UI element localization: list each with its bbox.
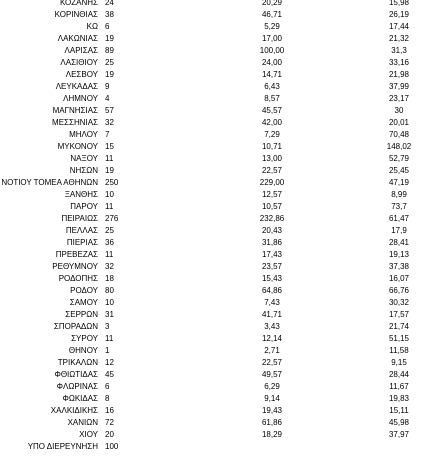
regional-unit-cell: ΠΕΛΛΑΣ bbox=[65, 226, 98, 235]
average-cell: 18,29 bbox=[261, 430, 283, 439]
cases-cell: 25 bbox=[105, 226, 114, 235]
rate-cell: 8,99 bbox=[391, 190, 407, 199]
average-cell: 6,29 bbox=[264, 382, 280, 391]
rate-cell: 31,3 bbox=[391, 46, 407, 55]
average-cell: 20,29 bbox=[261, 0, 283, 7]
cases-cell: 276 bbox=[105, 214, 119, 223]
regional-unit-cell: ΚΩ bbox=[86, 22, 98, 31]
average-cell: 12,14 bbox=[261, 334, 283, 343]
average-cell: 20,43 bbox=[261, 226, 283, 235]
rate-cell: 25,45 bbox=[388, 166, 410, 175]
regional-unit-cell: ΚΟΖΑΝΗΣ bbox=[59, 0, 98, 7]
table-row bbox=[0, 177, 435, 189]
cases-cell: 11 bbox=[105, 154, 114, 163]
table-row bbox=[0, 393, 435, 405]
average-cell: 229,00 bbox=[259, 178, 285, 187]
table-row bbox=[0, 441, 435, 453]
regional-unit-cell: ΝΟΤΙΟΥ ΤΟΜΕΑ ΑΘΗΝΩΝ bbox=[1, 178, 98, 187]
table-row bbox=[0, 129, 435, 141]
regional-unit-cell: ΞΑΝΘΗΣ bbox=[64, 190, 98, 199]
average-cell: 46,71 bbox=[261, 10, 283, 19]
rate-cell: 73,7 bbox=[391, 202, 407, 211]
rate-cell: 28,41 bbox=[388, 238, 410, 247]
average-cell: 19,43 bbox=[261, 406, 283, 415]
table-row bbox=[0, 189, 435, 201]
average-cell: 31,86 bbox=[261, 238, 283, 247]
regional-unit-cell: ΚΟΡΙΝΘΙΑΣ bbox=[54, 10, 98, 19]
cases-cell: 100 bbox=[105, 442, 119, 451]
table-row bbox=[0, 405, 435, 417]
rate-cell: 15,11 bbox=[389, 406, 409, 415]
cases-cell: 16 bbox=[105, 406, 114, 415]
table-row bbox=[0, 9, 435, 21]
regional-unit-cell: ΡΕΘΥΜΝΟΥ bbox=[52, 262, 98, 271]
regional-unit-cell: ΠΡΕΒΕΖΑΣ bbox=[55, 250, 98, 259]
regional-unit-cell: ΧΑΝΙΩΝ bbox=[67, 418, 98, 427]
average-cell: 5,29 bbox=[264, 22, 280, 31]
regional-unit-cell: ΤΡΙΚΑΛΩΝ bbox=[57, 358, 98, 367]
regional-unit-cell: ΛΕΣΒΟΥ bbox=[65, 70, 98, 79]
rate-cell bbox=[333, 441, 435, 453]
rate-cell: 17,57 bbox=[388, 310, 410, 319]
table-row bbox=[0, 237, 435, 249]
table-row bbox=[0, 417, 435, 429]
table-row bbox=[0, 249, 435, 261]
cases-cell: 1 bbox=[105, 346, 110, 355]
rate-cell: 45,98 bbox=[388, 418, 410, 427]
average-cell: 100,00 bbox=[259, 46, 285, 55]
cases-cell: 7 bbox=[105, 130, 110, 139]
cases-cell: 20 bbox=[105, 430, 114, 439]
cases-cell: 57 bbox=[105, 106, 114, 115]
cases-cell: 4 bbox=[105, 94, 110, 103]
table-row bbox=[0, 33, 435, 45]
cases-cell: 25 bbox=[105, 58, 114, 67]
table-row bbox=[0, 117, 435, 129]
cases-cell: 45 bbox=[105, 370, 114, 379]
regional-unit-cell: ΠΕΙΡΑΙΩΣ bbox=[61, 214, 98, 223]
average-cell: 49,57 bbox=[261, 370, 283, 379]
rate-cell: 19,13 bbox=[388, 250, 410, 259]
cases-cell: 80 bbox=[105, 286, 114, 295]
table-row bbox=[0, 69, 435, 81]
average-cell: 7,43 bbox=[264, 298, 280, 307]
table-row bbox=[0, 261, 435, 273]
rate-cell: 21,98 bbox=[388, 70, 410, 79]
table-row bbox=[0, 321, 435, 333]
average-cell: 6,43 bbox=[264, 82, 280, 91]
average-cell: 9,14 bbox=[264, 394, 280, 403]
average-cell: 17,43 bbox=[261, 250, 283, 259]
rate-cell: 28,44 bbox=[388, 370, 410, 379]
table-row bbox=[0, 429, 435, 441]
average-cell: 45,57 bbox=[261, 106, 283, 115]
cases-cell: 24 bbox=[105, 0, 114, 7]
regional-unit-cell: ΜΑΓΝΗΣΙΑΣ bbox=[52, 106, 98, 115]
regional-unit-cell: ΠΑΡΟΥ bbox=[70, 202, 98, 211]
table-row bbox=[0, 105, 435, 117]
cases-cell: 10 bbox=[105, 190, 114, 199]
cases-cell: 6 bbox=[105, 382, 110, 391]
cases-cell: 11 bbox=[105, 334, 114, 343]
cases-cell: 10 bbox=[105, 298, 114, 307]
cases-cell: 89 bbox=[105, 46, 114, 55]
regional-unit-cell: ΘΗΝΟΥ bbox=[68, 346, 98, 355]
average-cell: 2,71 bbox=[264, 346, 280, 355]
regional-unit-cell: ΦΘΙΩΤΙΔΑΣ bbox=[54, 370, 98, 379]
cases-cell: 3 bbox=[105, 322, 110, 331]
regional-unit-cell: ΠΙΕΡΙΑΣ bbox=[66, 238, 98, 247]
average-cell: 12,57 bbox=[261, 190, 283, 199]
regional-unit-cell: ΜΥΚΟΝΟΥ bbox=[57, 142, 98, 151]
rate-cell: 47,19 bbox=[388, 178, 410, 187]
table-row bbox=[0, 141, 435, 153]
table-row bbox=[0, 21, 435, 33]
regional-unit-cell: ΝΑΞΟΥ bbox=[70, 154, 98, 163]
table-row bbox=[0, 381, 435, 393]
regional-unit-cell: ΡΟΔΟΥ bbox=[70, 286, 98, 295]
rate-cell: 15,98 bbox=[388, 0, 410, 7]
rate-cell: 17,44 bbox=[388, 22, 410, 31]
rate-cell: 11,58 bbox=[389, 346, 409, 355]
cases-cell: 12 bbox=[105, 358, 114, 367]
average-cell: 7,29 bbox=[264, 130, 280, 139]
rate-cell: 11,67 bbox=[389, 382, 409, 391]
cases-cell: 19 bbox=[105, 34, 114, 43]
rate-cell: 23,17 bbox=[388, 94, 410, 103]
cases-cell: 250 bbox=[105, 178, 119, 187]
regional-unit-cell: ΥΠΟ ΔΙΕΡΕΥΝΗΣΗ bbox=[27, 442, 98, 451]
average-cell: 23,57 bbox=[261, 262, 283, 271]
average-cell: 232,86 bbox=[259, 214, 285, 223]
regional-unit-cell: ΡΟΔΟΠΗΣ bbox=[58, 274, 98, 283]
cases-cell: 72 bbox=[105, 418, 114, 427]
rate-cell: 61,47 bbox=[388, 214, 410, 223]
average-cell: 10,57 bbox=[261, 202, 283, 211]
average-cell: 61,86 bbox=[261, 418, 283, 427]
regional-unit-cell: ΛΑΚΩΝΙΑΣ bbox=[57, 34, 98, 43]
table-row bbox=[0, 333, 435, 345]
table-row bbox=[0, 153, 435, 165]
table-row bbox=[0, 45, 435, 57]
rate-cell: 19,83 bbox=[388, 394, 410, 403]
rate-cell: 33,16 bbox=[388, 58, 410, 67]
cases-cell: 8 bbox=[105, 394, 110, 403]
cases-cell: 6 bbox=[105, 22, 110, 31]
table-row bbox=[0, 345, 435, 357]
regional-unit-cell: ΣΠΟΡΑΔΩΝ bbox=[53, 322, 98, 331]
average-cell: 10,71 bbox=[261, 142, 283, 151]
average-cell: 14,71 bbox=[261, 70, 283, 79]
cases-cell: 15 bbox=[105, 142, 114, 151]
average-cell: 3,43 bbox=[264, 322, 280, 331]
table-row bbox=[0, 213, 435, 225]
rate-cell: 30,32 bbox=[388, 298, 410, 307]
regional-unit-cell: ΜΕΣΣΗΝΙΑΣ bbox=[52, 118, 98, 127]
regional-unit-cell: ΝΗΣΩΝ bbox=[69, 166, 98, 175]
cases-cell: 9 bbox=[105, 82, 110, 91]
rate-cell: 30 bbox=[394, 106, 404, 115]
regional-unit-cell: ΣΕΡΡΩΝ bbox=[65, 310, 98, 319]
rate-cell: 37,99 bbox=[388, 82, 410, 91]
average-cell: 13,00 bbox=[261, 154, 283, 163]
regional-unit-cell: ΦΩΚΙΔΑΣ bbox=[62, 394, 98, 403]
table-row bbox=[0, 273, 435, 285]
average-cell: 15,43 bbox=[261, 274, 283, 283]
cases-cell: 11 bbox=[105, 202, 114, 211]
rate-cell: 21,32 bbox=[388, 34, 410, 43]
rate-cell: 51,15 bbox=[388, 334, 410, 343]
regional-unit-cell: ΣΑΜΟΥ bbox=[69, 298, 98, 307]
rate-cell: 66,76 bbox=[388, 286, 410, 295]
rate-cell: 9,15 bbox=[391, 358, 407, 367]
cases-cell: 19 bbox=[105, 70, 114, 79]
table-row bbox=[0, 297, 435, 309]
average-cell: 22,57 bbox=[261, 358, 283, 367]
average-cell: 24,00 bbox=[261, 58, 283, 67]
table-row bbox=[0, 165, 435, 177]
regional-unit-cell: ΛΑΣΙΘΙΟΥ bbox=[60, 58, 98, 67]
regional-unit-cell: ΧΙΟΥ bbox=[79, 430, 98, 439]
average-cell: 42,00 bbox=[261, 118, 283, 127]
table-row bbox=[0, 201, 435, 213]
cases-cell: 18 bbox=[105, 274, 114, 283]
average-cell bbox=[207, 441, 333, 453]
regional-unit-cell: ΧΑΛΚΙΔΙΚΗΣ bbox=[50, 406, 98, 415]
rate-cell: 17,9 bbox=[391, 226, 407, 235]
table-row bbox=[0, 57, 435, 69]
rate-cell: 20,01 bbox=[388, 118, 410, 127]
average-cell: 22,57 bbox=[261, 166, 283, 175]
table-row bbox=[0, 369, 435, 381]
cases-cell: 11 bbox=[105, 250, 114, 259]
regional-unit-cell: ΜΗΛΟΥ bbox=[69, 130, 98, 139]
rate-cell: 70,48 bbox=[388, 130, 410, 139]
table-row bbox=[0, 357, 435, 369]
table-row bbox=[0, 309, 435, 321]
rate-cell: 52,79 bbox=[388, 154, 410, 163]
regional-unit-cell: ΦΛΩΡΙΝΑΣ bbox=[56, 382, 98, 391]
regional-unit-cell: ΛΗΜΝΟΥ bbox=[63, 94, 98, 103]
average-cell: 64,86 bbox=[261, 286, 283, 295]
average-cell: 8,57 bbox=[264, 94, 280, 103]
regional-unit-cell: ΛΕΥΚΑΔΑΣ bbox=[55, 82, 98, 91]
rate-cell: 37,97 bbox=[388, 430, 410, 439]
average-cell: 17,00 bbox=[261, 34, 283, 43]
regional-unit-cell: ΣΥΡΟΥ bbox=[71, 334, 98, 343]
table-row bbox=[0, 0, 435, 9]
table-row bbox=[0, 93, 435, 105]
cases-cell: 31 bbox=[105, 310, 114, 319]
cases-cell: 32 bbox=[105, 118, 114, 127]
rate-cell: 26,19 bbox=[388, 10, 410, 19]
cases-cell: 36 bbox=[105, 238, 114, 247]
average-cell: 41,71 bbox=[261, 310, 283, 319]
cases-cell: 38 bbox=[105, 10, 114, 19]
regional-unit-cell: ΛΑΡΙΣΑΣ bbox=[64, 46, 98, 55]
rate-cell: 148,02 bbox=[386, 142, 412, 151]
table-row bbox=[0, 225, 435, 237]
cases-cell: 19 bbox=[105, 166, 114, 175]
rate-cell: 37,38 bbox=[388, 262, 410, 271]
cases-cell: 32 bbox=[105, 262, 114, 271]
table-row bbox=[0, 81, 435, 93]
rate-cell: 16,07 bbox=[388, 274, 410, 283]
rate-cell: 21,74 bbox=[388, 322, 410, 331]
table-row bbox=[0, 285, 435, 297]
